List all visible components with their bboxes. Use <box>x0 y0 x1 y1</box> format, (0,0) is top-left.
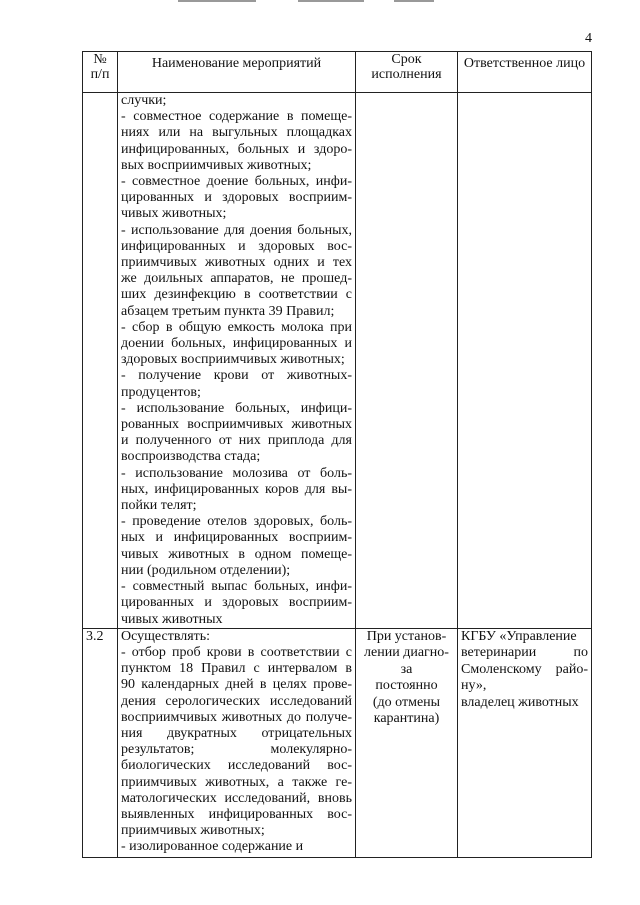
description-line: нии (родильном отделении); <box>121 562 291 578</box>
scan-top-marks <box>0 0 640 4</box>
description-line: случки; <box>121 93 167 108</box>
row-description <box>118 628 356 857</box>
description-line: чивых животных; <box>121 206 227 222</box>
activities-table <box>82 51 592 858</box>
description-line: цированных и здоровых восприим- <box>121 595 352 611</box>
row-responsible <box>458 628 592 857</box>
row-number <box>83 93 118 629</box>
description-line: - совместный выпас больных, инфи- <box>121 579 352 595</box>
responsible-line: КГБУ «Управление <box>461 628 577 644</box>
row-description <box>118 93 356 629</box>
description-line: биологических исследований вос- <box>121 758 352 774</box>
header-activity-name: Наименование мероприятий <box>118 52 356 93</box>
description-line: пойки телят; <box>121 498 197 514</box>
description-line: - совместное содержание в помеще- <box>121 109 352 125</box>
table-header-row <box>83 52 592 93</box>
description-line: чивых животных в одном помеще- <box>121 546 352 562</box>
description-line: результатов; молекулярно- <box>121 742 352 758</box>
description-line: 90 календарных дней в целях прове- <box>121 677 352 693</box>
description-line: - использование молозива от боль- <box>121 465 352 481</box>
header-term <box>356 52 458 93</box>
page-number: 4 <box>585 31 592 46</box>
description-line: дения серологических исследований <box>121 693 352 709</box>
description-line: приимчивых животных, а также ге- <box>121 774 352 790</box>
term-line: карантина) <box>373 711 440 727</box>
description-line: инфицированных, больных и здоро- <box>121 141 352 157</box>
description-line: ных, инфицированных коров для вы- <box>121 481 352 497</box>
row-term <box>356 628 458 857</box>
description-line: ния двукратных отрицательных <box>121 725 352 741</box>
responsible-line: владелец животных <box>461 694 579 710</box>
description-line: ших дезинфекцию в соответствии с <box>121 287 352 303</box>
description-line: выявленных инфицированных вос- <box>121 806 352 822</box>
row-responsible <box>458 93 592 629</box>
table-row <box>83 628 592 857</box>
header-term-line: Срок <box>391 52 422 67</box>
description-line: чивых животных <box>121 611 223 627</box>
row-term <box>356 93 458 629</box>
header-term-line: исполнения <box>371 67 442 82</box>
description-line: рованных восприимчивых животных <box>121 417 352 433</box>
description-line: цированных и здоровых восприим- <box>121 190 352 206</box>
description-line: же доильных аппаратов, не прошед- <box>121 271 352 287</box>
description-line: абзацем третьим пункта 39 Правил; <box>121 303 335 319</box>
description-line: - получение крови от животных- <box>121 368 352 384</box>
description-line: Осуществлять: <box>121 628 211 644</box>
description-line: - отбор проб крови в соответствии с <box>121 644 352 660</box>
description-line: и полученного от них приплода для <box>121 433 352 449</box>
responsible-line: ветеринарии по <box>461 645 588 661</box>
description-line: приимчивых животных одних и тех <box>121 255 352 271</box>
description-line: воспроизводства стада; <box>121 449 261 465</box>
description-line: - использование для доения больных, <box>121 222 352 238</box>
description-line: продуцентов; <box>121 384 201 400</box>
description-line: - изолированное содержание и <box>121 839 304 855</box>
description-line: - использование больных, инфици- <box>121 400 352 416</box>
term-line: лении диагно- <box>364 645 449 661</box>
description-line: здоровых восприимчивых животных; <box>121 352 345 368</box>
responsible-line: Смоленскому райо- <box>461 661 588 677</box>
description-line: матологических исследований, вновь <box>121 790 352 806</box>
header-number-line: п/п <box>90 67 110 82</box>
description-line: приимчивых животных; <box>121 823 265 839</box>
header-number <box>83 52 118 93</box>
description-line: вых восприимчивых животных; <box>121 157 312 173</box>
description-line: доении больных, инфицированных и <box>121 336 352 352</box>
term-line: При установ- <box>366 628 447 644</box>
description-line: - совместное доение больных, инфи- <box>121 174 352 190</box>
term-line: постоянно <box>375 678 438 694</box>
table-row <box>83 93 592 629</box>
description-line: ных и инфицированных восприим- <box>121 530 352 546</box>
description-line: инфицированных и здоровых вос- <box>121 238 352 254</box>
description-line: пунктом 18 Правил с интервалом в <box>121 661 352 677</box>
description-line: - сбор в общую емкость молока при <box>121 319 352 335</box>
responsible-line: ну», <box>461 678 487 694</box>
row-number: 3.2 <box>83 628 118 857</box>
header-number-line: № <box>93 52 107 67</box>
header-responsible: Ответственное лицо <box>458 52 592 93</box>
description-line: восприимчивых животных до получе- <box>121 709 352 725</box>
term-line: за <box>400 661 413 677</box>
term-line: (до отмены <box>372 694 441 710</box>
description-line: - проведение отелов здоровых, боль- <box>121 514 352 530</box>
description-line: ниях или на выгульных площадках <box>121 125 352 141</box>
